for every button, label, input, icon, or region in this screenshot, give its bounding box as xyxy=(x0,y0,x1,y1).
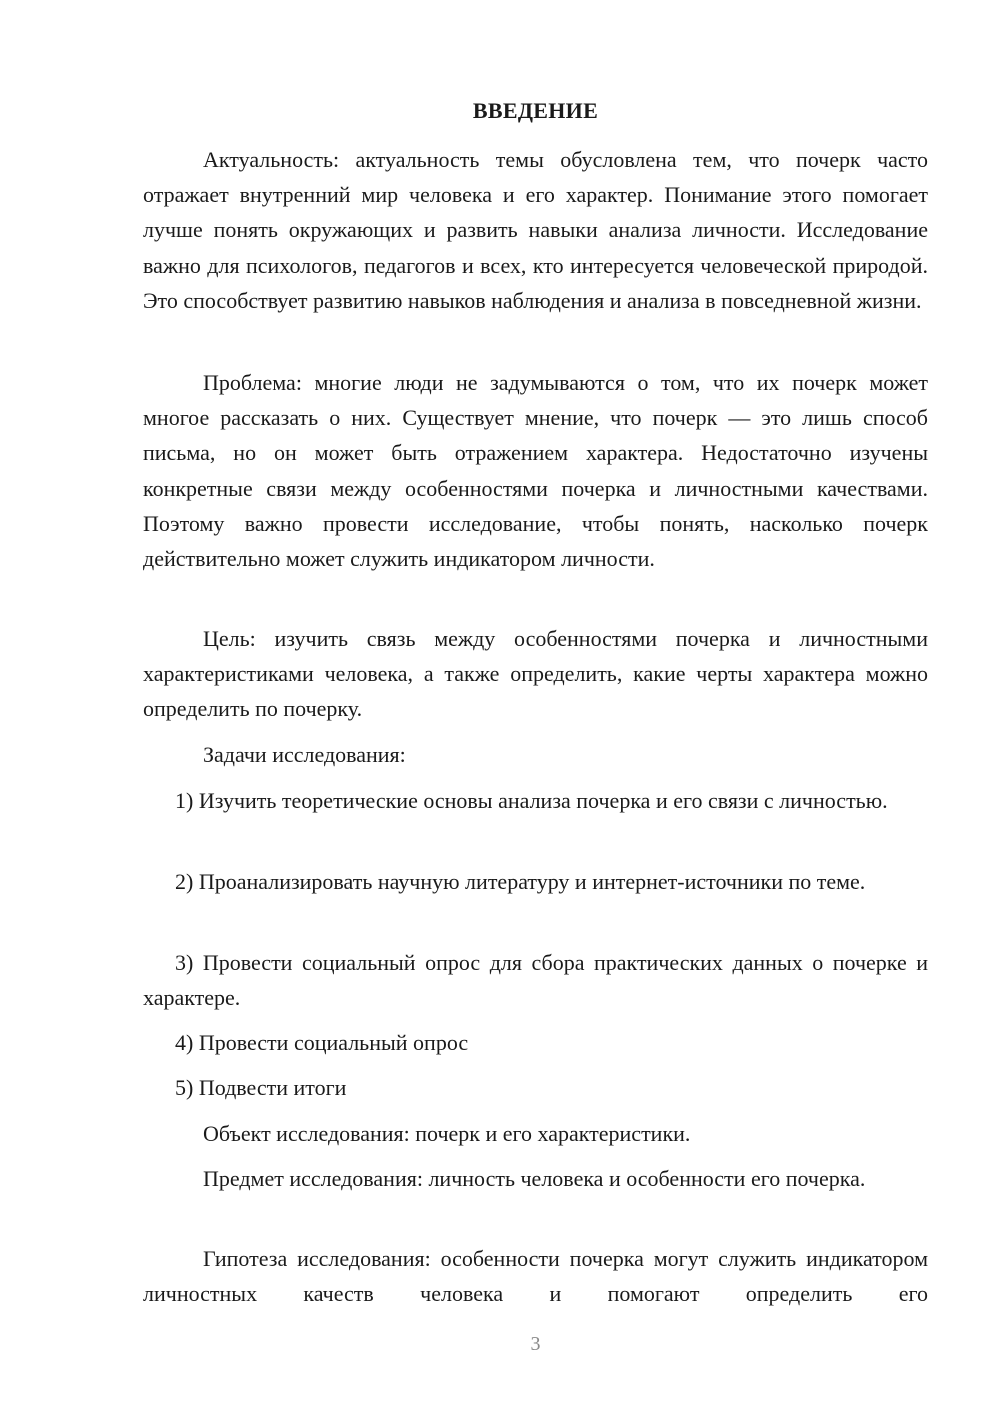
hypothesis-paragraph: Гипотеза исследования: особенности почерка могут служить индикатором личностных качеств человека и помогают определить его xyxy=(143,1246,928,1307)
task-item-3: 3) Провести социальный опрос для сбора практических данных о почерке и характере. xyxy=(143,950,928,1011)
page-number: 3 xyxy=(530,1333,541,1355)
section-heading: ВВЕДЕНИЕ xyxy=(472,98,599,123)
goal-paragraph: Цель: изучить связь между особенностями почерка и личностными характеристиками человека, а также определить, какие черты характера можно определить по почерку. xyxy=(143,626,928,722)
task-item-4: 4) Провести социальный опрос xyxy=(175,1030,469,1055)
task-item-1: 1) Изучить теоретические основы анализа почерка и его связи с личностью. xyxy=(175,788,888,813)
tasks-title: Задачи исследования: xyxy=(203,742,406,767)
object-paragraph: Объект исследования: почерк и его характеристики. xyxy=(203,1121,691,1146)
task-item-5: 5) Подвести итоги xyxy=(175,1075,347,1100)
relevance-paragraph: Актуальность: актуальность темы обусловлена тем, что почерк часто отражает внутренний мир человека и его характер. Понимание этого помогает лучше понять окружающих и развить навыки анализа личности. Исследование важно для психологов, педагогов и всех, кто интересуется человеческой природой. Это способствует развитию навыков наблюдения и анализа в повседневной жизни. xyxy=(143,147,928,313)
problem-paragraph: Проблема: многие люди не задумываются о том, что их почерк может многое рассказать о них. Существует мнение, что почерк — это лишь способ письма, но он может быть отражением характера. Недостаточно изучены конкретные связи между особенностями почерка и личностными качествами. Поэтому важно провести исследование, чтобы понять, насколько почерк действительно может служить индикатором личности. xyxy=(143,370,928,572)
task-item-2: 2) Проанализировать научную литературу и интернет-источники по теме. xyxy=(175,869,866,894)
subject-paragraph: Предмет исследования: личность человека и особенности его почерка. xyxy=(203,1166,866,1191)
